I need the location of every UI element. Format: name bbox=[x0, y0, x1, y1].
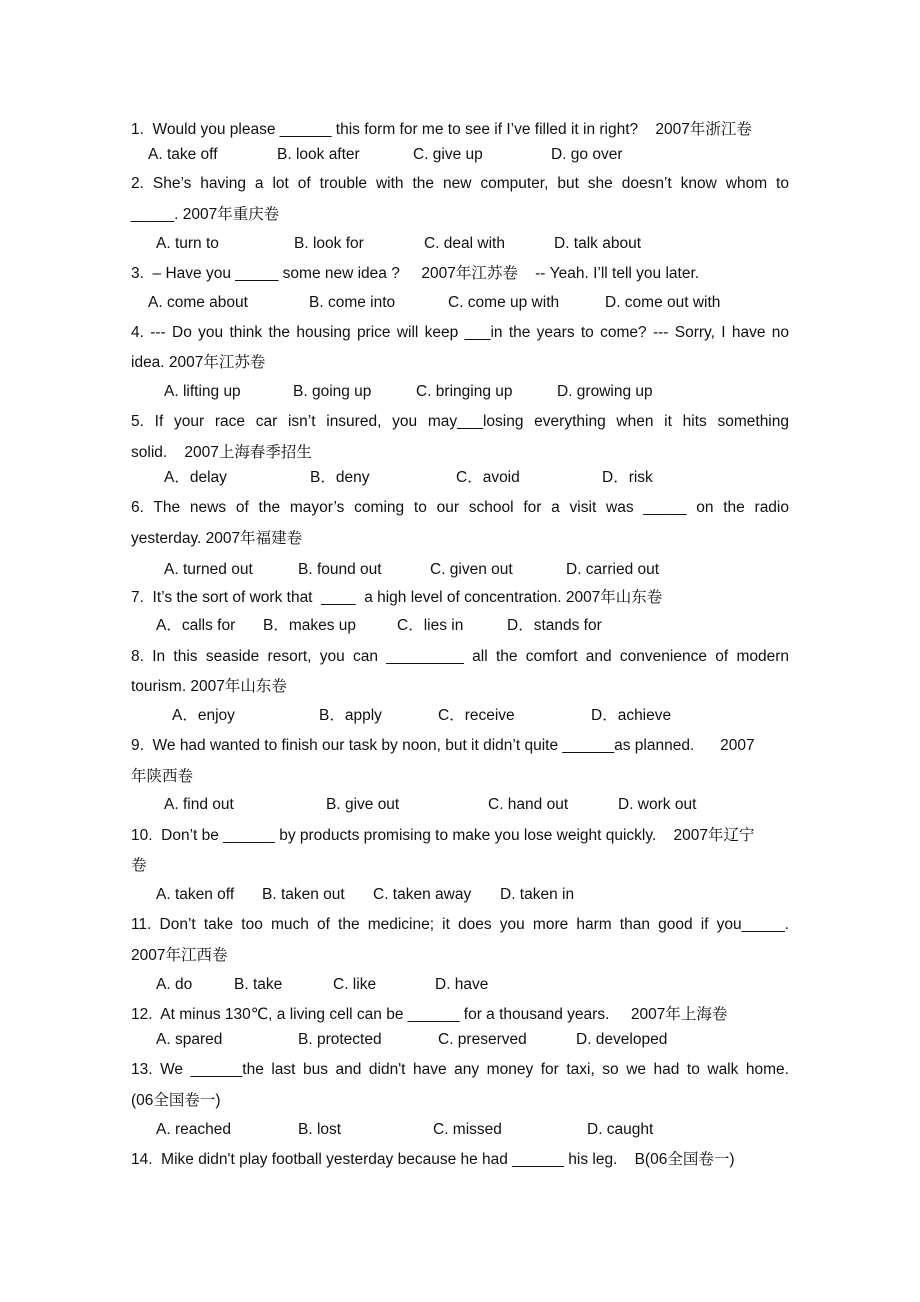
question-3-stem: 3. – Have you _____ some new idea ? 2007年江苏卷 -- Yeah. I’ll tell you later. bbox=[131, 265, 700, 282]
question-11-stem-cont: 2007年江西卷 bbox=[131, 947, 228, 964]
question-12-option-b: B. protected bbox=[298, 1031, 382, 1048]
question-6-stem: 6. The news of the mayor’s coming to our school for a visit was _____ on the radio bbox=[131, 499, 789, 516]
question-11-option-d: D. have bbox=[435, 976, 489, 993]
question-10-option-d: D. taken in bbox=[500, 886, 575, 903]
question-1-stem: 1. Would you please ______ this form for me to see if I’ve filled it in right? 2007年浙江卷 bbox=[131, 121, 752, 138]
question-6-option-d: D. carried out bbox=[566, 561, 660, 578]
question-6-stem-cont: yesterday. 2007年福建卷 bbox=[131, 530, 303, 547]
question-4-option-b: B. going up bbox=[293, 383, 372, 400]
question-4-option-a: A. lifting up bbox=[164, 383, 241, 400]
question-3-option-a: A. come about bbox=[148, 294, 248, 311]
question-13-stem: 13. We ______the last bus and didn't have any money for taxi, so we had to walk home. bbox=[131, 1061, 789, 1078]
question-10-stem-cont: 卷 bbox=[131, 857, 147, 874]
question-2-option-d: D. talk about bbox=[554, 235, 642, 252]
question-10-stem: 10. Don’t be ______ by products promising to make you lose weight quickly. 2007年辽宁 bbox=[131, 827, 755, 844]
question-8-option-b: B．apply bbox=[319, 707, 382, 724]
question-7-option-c: C．lies in bbox=[397, 617, 464, 634]
question-12-option-c: C. preserved bbox=[438, 1031, 527, 1048]
question-1-option-b: B. look after bbox=[277, 146, 360, 163]
question-11-option-b: B. take bbox=[234, 976, 283, 993]
question-13-stem-cont: (06全国卷一) bbox=[131, 1092, 221, 1109]
question-7-option-d: D．stands for bbox=[507, 617, 602, 634]
question-5-option-b: B．deny bbox=[310, 469, 370, 486]
question-13-option-b: B. lost bbox=[298, 1121, 342, 1138]
question-12-option-a: A. spared bbox=[156, 1031, 223, 1048]
question-1-option-a: A. take off bbox=[148, 146, 218, 163]
question-2-option-a: A. turn to bbox=[156, 235, 219, 252]
question-8-option-a: A．enjoy bbox=[172, 707, 235, 724]
question-5-option-c: C．avoid bbox=[456, 469, 520, 486]
question-10-option-c: C. taken away bbox=[373, 886, 472, 903]
question-8-stem-cont: tourism. 2007年山东卷 bbox=[131, 678, 287, 695]
question-6-option-c: C. given out bbox=[430, 561, 513, 578]
question-10-option-b: B. taken out bbox=[262, 886, 345, 903]
question-9-option-a: A. find out bbox=[164, 796, 234, 813]
question-7-option-a: A．calls for bbox=[156, 617, 236, 634]
question-9-stem: 9. We had wanted to finish our task by noon, but it didn’t quite ______as planned. 2007 bbox=[131, 737, 755, 754]
question-14-stem: 14. Mike didn't play football yesterday because he had ______ his leg. B(06全国卷一) bbox=[131, 1151, 735, 1168]
question-8-option-c: C．receive bbox=[438, 707, 515, 724]
question-13-option-a: A. reached bbox=[156, 1121, 231, 1138]
question-2-option-c: C. deal with bbox=[424, 235, 505, 252]
question-9-option-b: B. give out bbox=[326, 796, 400, 813]
question-3-option-b: B. come into bbox=[309, 294, 396, 311]
question-9-option-c: C. hand out bbox=[488, 796, 569, 813]
question-4-stem-cont: idea. 2007年江苏卷 bbox=[131, 354, 266, 371]
question-3-option-c: C. come up with bbox=[448, 294, 560, 311]
question-13-option-d: D. caught bbox=[587, 1121, 654, 1138]
question-2-option-b: B. look for bbox=[294, 235, 364, 252]
question-13-option-c: C. missed bbox=[433, 1121, 502, 1138]
question-5-option-d: D．risk bbox=[602, 469, 653, 486]
question-5-stem: 5. If your race car isn’t insured, you may___losing everything when it hits something bbox=[131, 413, 789, 430]
question-4-option-d: D. growing up bbox=[557, 383, 653, 400]
question-8-option-d: D．achieve bbox=[591, 707, 672, 724]
question-11-stem: 11. Don’t take too much of the medicine; it does you more harm than good if you_____. bbox=[131, 916, 789, 933]
question-4-option-c: C. bringing up bbox=[416, 383, 513, 400]
question-7-stem: 7. It’s the sort of work that ____ a high level of concentration. 2007年山东卷 bbox=[131, 589, 663, 606]
question-12-stem: 12. At minus 130℃, a living cell can be ______ for a thousand years. 2007年上海卷 bbox=[131, 1006, 728, 1023]
question-6-option-a: A. turned out bbox=[164, 561, 253, 578]
question-12-option-d: D. developed bbox=[576, 1031, 668, 1048]
question-4-stem: 4. --- Do you think the housing price will keep ___in the years to come? --- Sorry, I have no bbox=[131, 324, 789, 341]
question-1-option-c: C. give up bbox=[413, 146, 483, 163]
question-7-option-b: B．makes up bbox=[263, 617, 357, 634]
question-9-stem-cont: 年陕西卷 bbox=[131, 768, 194, 785]
question-11-option-c: C. like bbox=[333, 976, 377, 993]
question-5-stem-cont: solid. 2007上海春季招生 bbox=[131, 444, 312, 461]
question-3-option-d: D. come out with bbox=[605, 294, 721, 311]
question-5-option-a: A．delay bbox=[164, 469, 227, 486]
question-6-option-b: B. found out bbox=[298, 561, 382, 578]
question-2-stem: 2. She’s having a lot of trouble with the new computer, but she doesn’t know whom to bbox=[131, 175, 789, 192]
question-9-option-d: D. work out bbox=[618, 796, 697, 813]
question-2-stem-cont: _____. 2007年重庆卷 bbox=[131, 206, 280, 223]
question-8-stem: 8. In this seaside resort, you can _________ all the comfort and convenience of modern bbox=[131, 648, 789, 665]
question-11-option-a: A. do bbox=[156, 976, 193, 993]
question-1-option-d: D. go over bbox=[551, 146, 623, 163]
question-10-option-a: A. taken off bbox=[156, 886, 235, 903]
